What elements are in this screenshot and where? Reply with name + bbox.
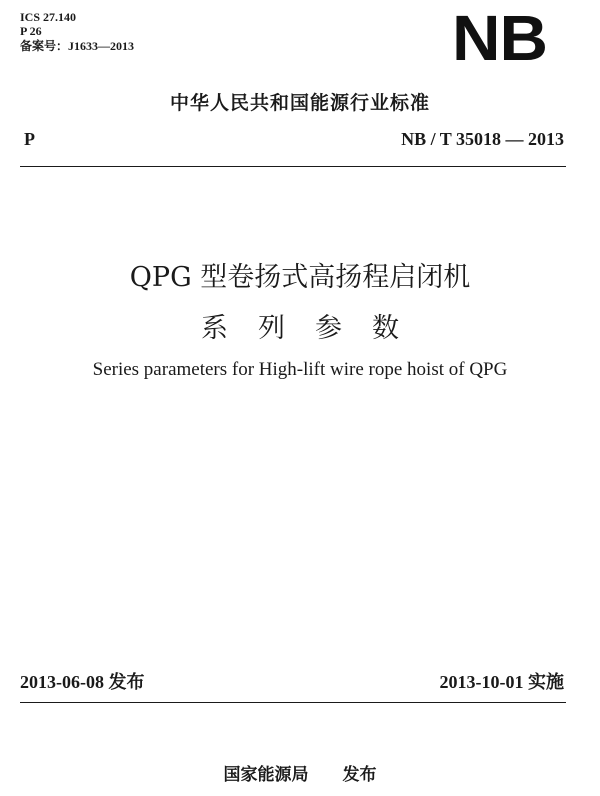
implement-label: 实施 — [528, 672, 564, 693]
publisher-name: 国家能源局 — [223, 765, 309, 785]
implement-date-block — [440, 668, 565, 694]
issue-date-block — [20, 668, 145, 694]
bottom-divider — [20, 702, 566, 703]
nb-logo: NB — [452, 2, 547, 74]
title-chinese-line2: 系列参数 — [201, 313, 429, 344]
p-mark: P — [24, 129, 35, 149]
standard-category: 中华人民共和国能源行业标准 — [169, 92, 430, 114]
classification-code: P 26 — [20, 24, 42, 38]
title-english: Series parameters for High-lift wire rope hoist of QPG — [92, 359, 508, 380]
standard-number: NB / T 35018 — 2013 — [401, 129, 564, 149]
issue-date: 2013-06-08 — [20, 672, 104, 692]
publisher-line — [0, 760, 600, 785]
implement-date: 2013-10-01 — [439, 672, 524, 692]
ics-code: ICS 27.140 — [20, 10, 77, 24]
top-divider — [20, 166, 566, 167]
publisher-label: 发布 — [342, 765, 377, 785]
issue-label: 发布 — [108, 672, 145, 693]
title-chinese-line1: QPG 型卷扬式高扬程启闭机 — [129, 262, 471, 293]
record-number: 备案号：J1633—2013 — [20, 39, 135, 53]
